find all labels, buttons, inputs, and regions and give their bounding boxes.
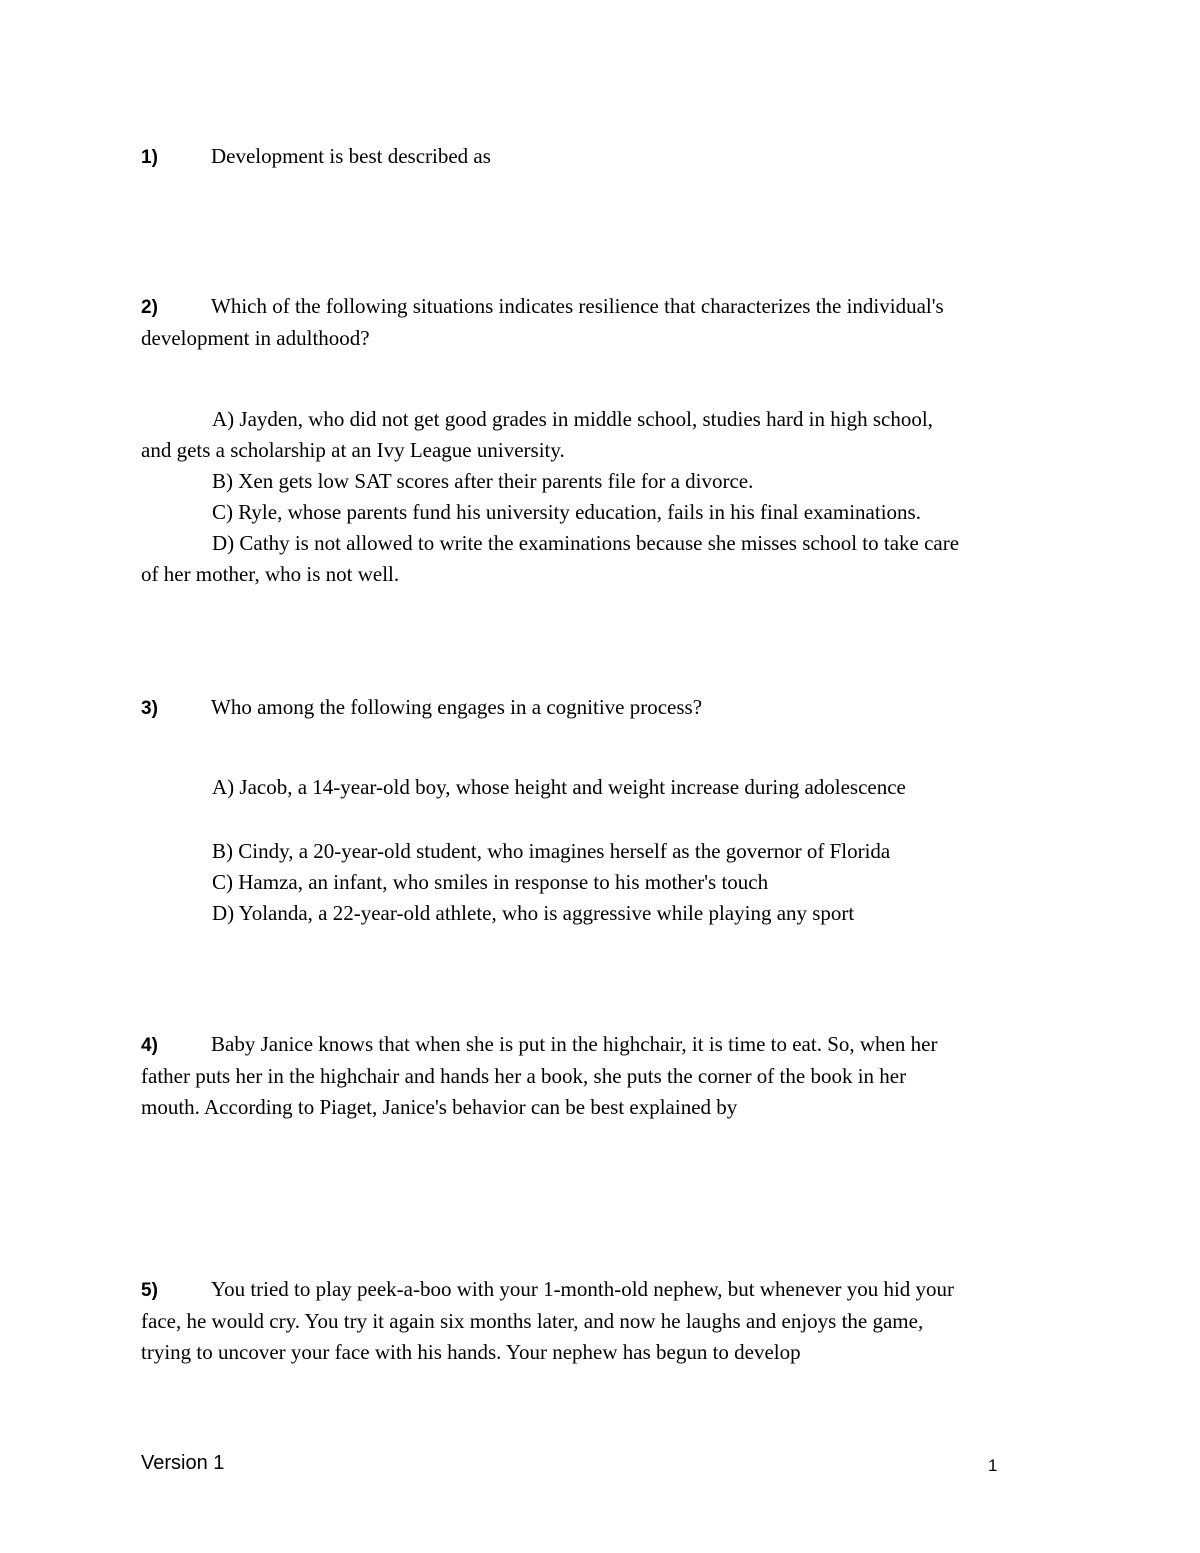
question-3-option-a xyxy=(141,772,1061,803)
question-2-number: 2) xyxy=(141,297,158,318)
question-5-text-1: You tried to play peek-a-boo with your 1-month-old nephew, but whenever you hid your xyxy=(211,1277,955,1301)
question-3-option-d xyxy=(141,898,1061,929)
question-3-option-a-block xyxy=(141,772,1061,803)
question-3-option-b-text: B) Cindy, a 20-year-old student, who imagines herself as the governor of Florida xyxy=(212,839,891,863)
question-3-text: Who among the following engages in a cognitive process? xyxy=(211,695,703,719)
question-1-text: Development is best described as xyxy=(211,144,491,168)
question-4-text-1: Baby Janice knows that when she is put in the highchair, it is time to eat. So, when her xyxy=(211,1032,938,1056)
question-2-options xyxy=(141,404,1061,590)
question-4-line-1 xyxy=(141,1029,1061,1061)
footer-version: Version 1 xyxy=(141,1452,225,1474)
question-2-option-d-cont: of her mother, who is not well. xyxy=(141,562,400,586)
question-4-line-2: father puts her in the highchair and hands her a book, she puts the corner of the book in her xyxy=(141,1064,907,1088)
question-1 xyxy=(141,141,1061,173)
question-1-line-1 xyxy=(141,141,1061,173)
question-5-number: 5) xyxy=(141,1280,158,1301)
question-3-line-1 xyxy=(141,692,1061,724)
question-3-option-b xyxy=(141,836,1061,867)
question-2-option-d-text: D) Cathy is not allowed to write the examinations because she misses school to take care xyxy=(212,531,960,555)
question-4-number: 4) xyxy=(141,1035,158,1056)
question-5-line-1 xyxy=(141,1274,1061,1306)
question-1-number: 1) xyxy=(141,147,158,168)
question-2-option-c-text: C) Ryle, whose parents fund his university education, fails in his final examinations. xyxy=(212,500,921,524)
question-3-option-a-text: A) Jacob, a 14-year-old boy, whose height and weight increase during adolescence xyxy=(212,775,906,799)
question-2-option-a-text: A) Jayden, who did not get good grades in middle school, studies hard in high school, xyxy=(212,407,933,431)
question-3-number: 3) xyxy=(141,698,158,719)
question-2-option-a-cont: and gets a scholarship at an Ivy League university. xyxy=(141,438,565,462)
question-3 xyxy=(141,692,1061,724)
question-4 xyxy=(141,1029,1061,1123)
question-2-option-b-text: B) Xen gets low SAT scores after their parents file for a divorce. xyxy=(212,469,754,493)
question-2-text-1: Which of the following situations indicates resilience that characterizes the individual's xyxy=(211,294,944,318)
question-2-option-c xyxy=(141,497,1061,528)
question-5-line-2: face, he would cry. You try it again six months later, and now he laughs and enjoys the game, xyxy=(141,1309,924,1333)
question-2-line-2: development in adulthood? xyxy=(141,326,370,350)
question-2-line-1 xyxy=(141,291,1061,323)
question-3-option-d-text: D) Yolanda, a 22-year-old athlete, who is aggressive while playing any sport xyxy=(212,901,855,925)
question-2-option-b xyxy=(141,466,1061,497)
question-3-option-c xyxy=(141,867,1061,898)
question-5 xyxy=(141,1274,1061,1368)
question-3-options xyxy=(141,836,1061,929)
footer-page-number: 1 xyxy=(988,1456,998,1475)
question-2 xyxy=(141,291,1061,354)
question-3-option-c-text: C) Hamza, an infant, who smiles in response to his mother's touch xyxy=(212,870,769,894)
question-4-line-3: mouth. According to Piaget, Janice's behavior can be best explained by xyxy=(141,1095,738,1119)
question-2-option-a xyxy=(141,404,1061,435)
question-5-line-3: trying to uncover your face with his hands. Your nephew has begun to develop xyxy=(141,1340,801,1364)
question-2-option-d xyxy=(141,528,1061,559)
